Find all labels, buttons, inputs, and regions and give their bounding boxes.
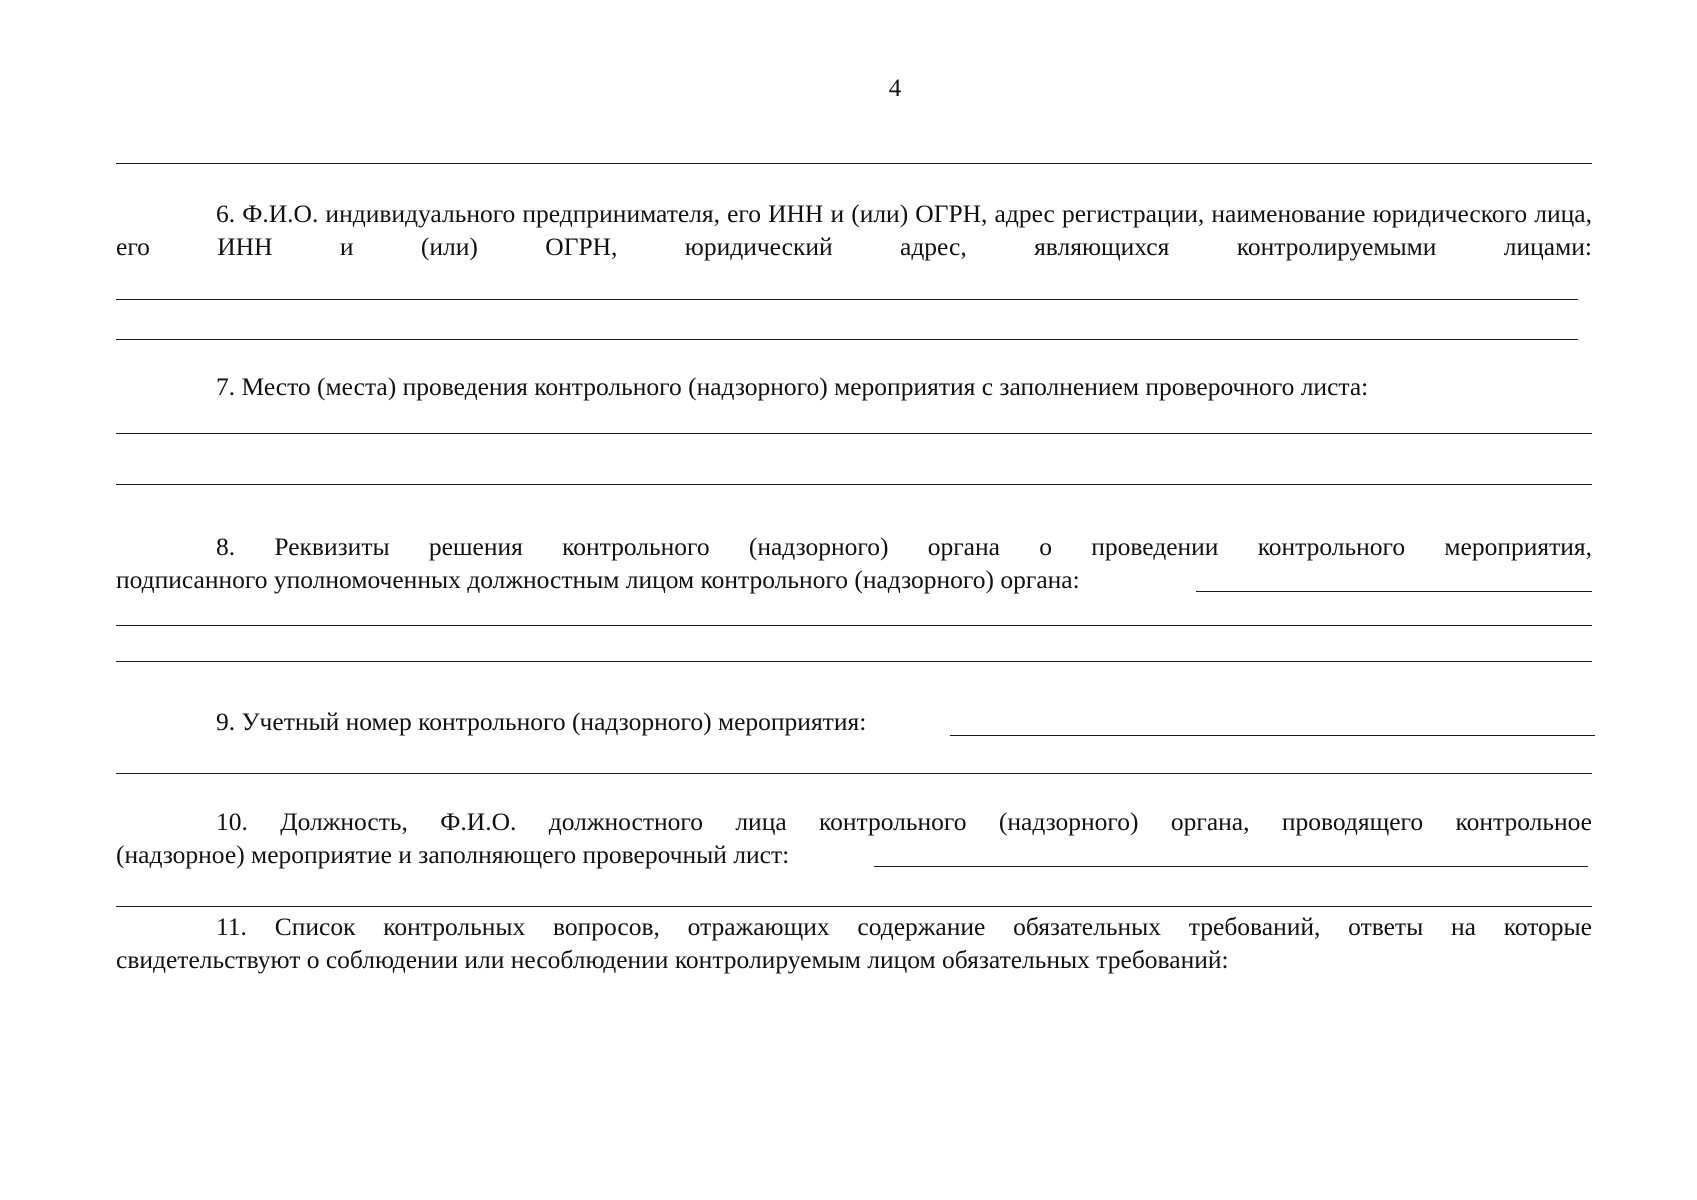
item-10-inline-fill[interactable]: [874, 866, 1588, 867]
item-6-fill-line-2[interactable]: [116, 339, 1578, 340]
item-8-fill-line-2[interactable]: [116, 661, 1592, 662]
item-6-fill-line-1[interactable]: [116, 299, 1578, 300]
item-7-text: 7. Место (места) проведения контрольного (надзорного) мероприятия с заполнением проверочного листа:: [216, 372, 1369, 401]
item-8-line-2: подписанного уполномоченных должностным лицом контрольного (надзорного) органа:: [116, 565, 1080, 594]
item-6-text: 6. Ф.И.О. индивидуального предпринимателя, его ИНН и (или) ОГРН, адрес регистрации, наименование юридического лица, его ИНН и (или) ОГРН, юридический адрес, являющихся контролируемыми лицами:: [116, 199, 1592, 261]
page-number: 4: [888, 75, 902, 102]
item-10-line-2: (надзорное) мероприятие и заполняющего проверочный лист:: [116, 840, 790, 869]
item-8-line-1: 8. Реквизиты решения контрольного (надзорного) органа о проведении контрольного мероприятия,: [216, 532, 1592, 561]
item-9-fill-line-1[interactable]: [116, 773, 1592, 774]
item-11-line-2: свидетельствуют о соблюдении или несоблюдении контролируемым лицом обязательных требований:: [116, 945, 1229, 974]
item-10-fill-line-1[interactable]: [116, 906, 1592, 907]
item-7-fill-line-2[interactable]: [116, 484, 1592, 485]
item-10-line-1: 10. Должность, Ф.И.О. должностного лица контрольного (надзорного) органа, проводящего контрольное: [216, 807, 1592, 836]
item-9-inline-fill[interactable]: [950, 735, 1595, 736]
item-7-fill-line-1[interactable]: [116, 433, 1592, 434]
item-8-fill-line-1[interactable]: [116, 625, 1592, 626]
item-9-text: 9. Учетный номер контрольного (надзорного) мероприятия:: [216, 707, 867, 736]
item-8-inline-fill[interactable]: [1196, 591, 1592, 592]
item-11-line-1: 11. Список контрольных вопросов, отражающих содержание обязательных требований, ответы на которые: [216, 912, 1592, 941]
header-rule: [116, 163, 1592, 164]
